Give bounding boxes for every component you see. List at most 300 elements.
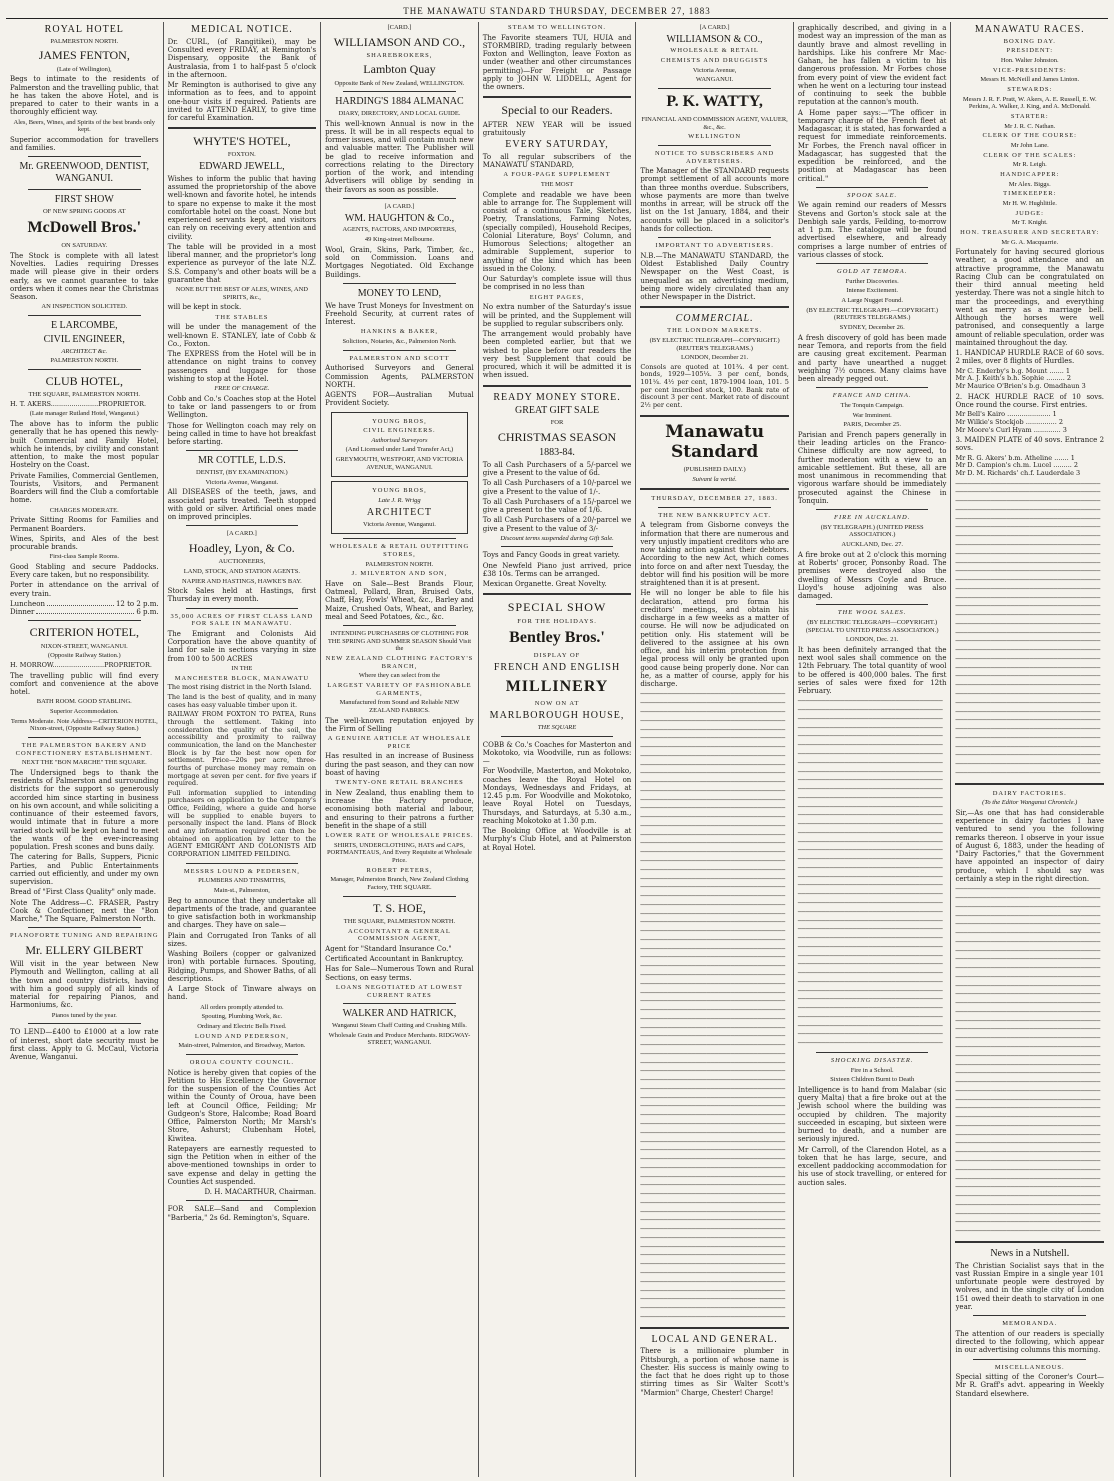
divider: [343, 350, 456, 351]
hack-result-2: Mr Wilkie's Stockjob ............... 2: [955, 417, 1063, 426]
card-label-2: [A CARD.]: [384, 202, 415, 210]
authorised-surveyors: Authorised Surveyors: [371, 436, 428, 444]
market-figures: Consols are quoted at 101¾. 4 per cent. bonds, 1929—105¼. 3 per cent, bonds, 101¼. 4½ per cent, 1879-1904 loan, 101. 5 per cent inscribed stock, 100. Bank rate of discount 3 per cent. Market rate of discount 2½ per cent.: [640, 362, 789, 410]
fenton-heading: JAMES FENTON,: [38, 48, 130, 63]
cash-4: To all Cash Purchasers of a 20/-parcel we give a Present to the value of 3/-: [482, 516, 632, 533]
important-heading: IMPORTANT TO ADVERTISERS.: [655, 242, 774, 250]
france-body: Parisian and French papers generally in their leading articles on the Franco-Chinese difficulty are now agreed, to further moderation with a view to an amicable settlement. But these, all are most unanimous in recommending that vigorous warfare should be immediately prosecuted against the Chinese in Tonquin.: [797, 430, 947, 505]
steam-heading: STEAM TO WELLINGTON.: [507, 24, 607, 31]
now-on-at: NOW ON AT: [534, 700, 580, 708]
vice-label: VICE-PRESIDENTS:: [992, 66, 1067, 74]
divider: [343, 625, 456, 626]
fenton-body: Begs to intimate to the residents of Palmerston and the travelling public, that he has taken the above Hotel, and is prepared to cater to their wants in a thoroughly efficient way.: [10, 75, 159, 117]
civil-engineer: CIVIL ENGINEER,: [43, 333, 125, 345]
memoranda-heading: MEMORANDA.: [1002, 1320, 1058, 1328]
secretary-label: HON. TREASURER AND SECRETARY:: [960, 228, 1100, 236]
dinner-label: Dinner: [10, 608, 35, 617]
maiden-result-3: Mr D. M. Richards' ch.f. Lauderdale 3: [955, 468, 1081, 477]
criterion-opp: (Opposite Railway Station.): [47, 652, 121, 660]
luncheon-time: 12 to 2 p.m.: [115, 599, 159, 608]
judge-label: JUDGE:: [1015, 209, 1044, 217]
the-square: THE SQUARE: [537, 723, 577, 731]
divider: [186, 1054, 299, 1055]
stewards-label: STEWARDS:: [1007, 86, 1053, 94]
shocking-body: Intelligence is to hand from Malabar (sic query Malta) that a fire broke out at the Jewish school where the building was occupied by children. The majority succeeded in escaping, but sixteen were burned to death, and a number are seriously injured.: [797, 1085, 947, 1144]
divider: [816, 387, 929, 388]
handicapper-label: HANDICAPPER:: [1000, 170, 1060, 178]
largest-variety: LARGEST VARIETY OF FASHIONABLE GARMENTS,: [327, 682, 472, 697]
robert-peters: ROBERT PETERS,: [366, 866, 433, 874]
dairy-body: Sir,—As one that has had considerable experience in dairy factories I have ventured to send you the following remarks thereon. I observe in your issue of August 6, 1883, under the heading of "Dairy Factories," that the Government have appointed an inspector of dairy produce, which I should say was certainly a step in the right direction.: [955, 808, 1105, 883]
civil-engineers: CIVIL ENGINEERS.: [363, 427, 436, 435]
notice-heading: NOTICE TO SUBSCRIBERS AND ADVERTISERS.: [654, 149, 775, 165]
divider: [168, 127, 317, 129]
bankruptcy-body-2: He will no longer be able to file his declaration, attend pro forma his creditors' meetings, and obtain his discharge in a few weeks as a matter of course. He will now be adjudicated on petition only. His statement will be delivered to the assignee at his own office, and his interim protection from legal process will only be granted upon good cause being properly done. Nor can he, as a matter of course, apply for his discharge.: [640, 589, 789, 689]
shocking-heading: SHOCKING DISASTER.: [830, 1057, 914, 1064]
misc-heading: MISCELLANEOUS.: [994, 1363, 1065, 1371]
motto: Suivant la verité.: [692, 475, 737, 483]
column-3: [321, 22, 479, 1477]
dinner-row: [10, 608, 159, 616]
architect-line: ARCHITECT &c.: [61, 347, 108, 355]
divider: [343, 283, 456, 284]
cash-3: To all Cash Purchasers of a 15/-parcel we give a present to the value of 1/6.: [482, 497, 632, 515]
haughton-agents: AGENTS, FACTORS, AND IMPORTERS,: [342, 226, 457, 234]
kept-note: will be kept in stock.: [167, 303, 242, 312]
clerk-label: CLERK OF THE COURSE:: [982, 132, 1077, 140]
table-body: The table will be provided in a most liberal manner, and the proprietor's long experience as purveyor of the late N.Z. S.S. Company's and other boats will be a guarantee that: [167, 242, 317, 284]
to-lend: TO LEND—£400 to £1000 at a low rate of interest, short date security must be first class. Apply to G. McCaul, Victoria Avenue, Wanganui.: [10, 1028, 159, 1062]
divider: [816, 187, 929, 188]
none-but: NONE BUT THE BEST OF ALES, WINES, AND SPIRITS, &c.,: [175, 286, 308, 301]
cash-1: To all Cash Purchasers of a 5/-parcel we give a Present to the value of 6d.: [482, 460, 632, 478]
divider: [28, 620, 141, 621]
great-gift: GREAT GIFT SALE: [514, 405, 600, 417]
article-text-block: ───────────────────────────────────── ───────────────────────────────────── ───────────────────────────────────── ───────────────────────────────────── ───────────────────────────────────── ───────────────────────────────────── ───────────────────────────────────── ───────────────────────────────────── ───────────────────────────────────── ───────────────────────────────────── ───────────────────────────────────── ───────────────────────────────────── ───────────────────────────────────── ───────────────────────────────────── ───────────────────────────────────── ───────────────────────────────────── ───────────────────────────────────── ───────────────────────────────────── ───────────────────────────────────── ───────────────────────────────────── ───────────────────────────────────── ───────────────────────────────────── ───────────────────────────────────── ───────────────────────────────────── ───────────────────────────────────── ───────────────────────────────────── ───────────────────────────────────── ───────────────────────────────────── ───────────────────────────────────── ───────────────────────────────────── ───────────────────────────────────── ───────────────────────────────────── ───────────────────────────────────── ───────────────────────────────────── ───────────────────────────────────── ───────────────────────────────────── ───────────────────────────────────── ───────────────────────────────────── ───────────────────────────────────── ───────────────────────────────────── ───────────────────────────────────── ───────────────────────────────────── ───────────────────────────────────── ───────────────────────────────────── ───────────────────────────────────── ───────────────────────────────────── ───────────────────────────────────── ───────────────────────────────────── ───────────────────────────────────── ───────────────────────────────────── ───────────────────────────────────── ───────────────────────────────────── ───────────────────────────────────── ───────────────────────────────────── ───────────────────────────────────── ───────────────────────────────────── ───────────────────────────────────── ───────────────────────────────────── ───────────────────────────────────── ───────────────────────────────────── ───────────────────────────────────── ───────────────────────────────────── ───────────────────────────────────── ───────────────────────────────────── ───────────────────────────────────── ───────────────────────────────────── ───────────────────────────────────── ───────────────────────────────────── ───────────────────────────────────── ───────────────────────────────────── ───────────────────────────────────── ─────────────────────────────────────: [640, 690, 786, 1321]
diary-heading: DIARY, DIRECTORY, AND LOCAL GUIDE.: [338, 110, 461, 118]
land-agents: LAND, STOCK, AND STATION AGENTS.: [183, 567, 300, 575]
cottle-dentist: DENTIST, (BY EXAMINATION.): [196, 469, 288, 477]
wool-telegraph: (BY ELECTRIC TELEGRAPH—COPYRIGHT.) (SPECIAL TO UNITED PRESS ASSOCIATION.): [805, 618, 939, 634]
after-new-year: AFTER NEW YEAR will be issued gratuitously: [482, 120, 632, 137]
divider: [186, 608, 299, 609]
club-body: The above has to inform the public generally that he has opened this newly-built Commercial and Family Hotel, which he intends, by civility and constant attention, to make the most popular Hostelry on the Coast.: [10, 420, 159, 470]
napier-hastings: NAPIER AND HASTINGS, HAWKE'S BAY.: [181, 577, 302, 585]
loans: LOANS NEGOTIATED AT LOWEST CURRENT RATES: [335, 983, 464, 999]
the-most: THE MOST: [540, 181, 574, 189]
fraser-address: Note The Address—C. FRASER, Pastry Cook & Confectioner, next the "Bon Marche," The Square, Palmerston North.: [10, 898, 159, 924]
macarthur-signature: D. H. MACARTHUR, Chairman.: [204, 1188, 317, 1197]
races-heading: MANAWATU RACES.: [974, 24, 1085, 35]
divider: [816, 1052, 929, 1053]
emigrant-body: The Emigrant and Colonists Aid Corporation have the above quantity of land for sale in sections varying in size from 100 to 500 ACRES: [167, 629, 317, 663]
watty-wellington: WELLINGTON: [688, 133, 742, 141]
divider: [658, 88, 771, 89]
timekeeper-label: TIMEKEEPER:: [1003, 190, 1057, 198]
article-text-block: ───────────────────────────────────── ───────────────────────────────────── ───────────────────────────────────── ───────────────────────────────────── ───────────────────────────────────── ───────────────────────────────────── ───────────────────────────────────── ───────────────────────────────────── ───────────────────────────────────── ───────────────────────────────────── ───────────────────────────────────── ───────────────────────────────────── ───────────────────────────────────── ───────────────────────────────────── ───────────────────────────────────── ───────────────────────────────────── ───────────────────────────────────── ───────────────────────────────────── ───────────────────────────────────── ───────────────────────────────────── ───────────────────────────────────── ───────────────────────────────────── ───────────────────────────────────── ───────────────────────────────────── ───────────────────────────────────── ───────────────────────────────────── ───────────────────────────────────── ───────────────────────────────────── ───────────────────────────────────── ───────────────────────────────────── ───────────────────────────────────── ───────────────────────────────────── ───────────────────────────────────── ───────────────────────────────────── ───────────────────────────────────── ───────────────────────────────────── ───────────────────────────────────── ───────────────────────────────────── ───────────────────────────────────── ─────────────────────────────────────: [955, 885, 1101, 1236]
cobb-body: Cobb and Co.'s Coaches stop at the Hotel to take or land passengers to or from Wellington.: [167, 394, 317, 420]
vice-names: Messrs H. McNeill and James Linton.: [980, 76, 1080, 84]
larcombe-heading: E LARCOMBE,: [50, 320, 118, 332]
divider: [658, 507, 771, 508]
divider: [816, 604, 929, 605]
greenwood-ad: Mr. GREENWOOD, DENTIST, WANGANUI.: [19, 161, 150, 185]
fire-body: A fire broke out at 2 o'clock this morning at Roberts' grocer, Ponsonby Road. The premises were destroyed also the dwelling of Messrs Coyle and Bruce. Lloyd's house adjoining was also damaged.: [797, 550, 947, 600]
watty-financial: FINANCIAL AND COMMISSION AGENT, VALUER, &c., &c.: [641, 115, 788, 131]
criterion-body: The travelling public will find every comfort and convenience at the above hotel.: [10, 671, 159, 697]
misc-body: Special sitting of the Coroner's Court—Mr R. Graff's advt. appearing in Weekly Standard elsewhere.: [955, 1373, 1105, 1398]
steam-body: The Favorite steamers TUI, HUIA and STORMBIRD, trading regularly between Foxton and Wellington, leave Foxton as under (weather and other circumstances permitting)—For Freight or Passage apply to JOHN W. LIDDELL, Agent for the owners.: [482, 33, 632, 92]
booking-office: The Booking Office at Woodville is at Murphy's Club Hotel, and at Palmerston at Royal Hotel.: [482, 827, 632, 852]
maiden-heading: 3. MAIDEN PLATE of 40 sovs. Entrance 2 sovs.: [955, 436, 1105, 453]
fire-heading: FIRE IN AUCKLAND.: [834, 514, 911, 522]
nz-colonies: in New Zealand, thus enabling them to increase the Factory produce, economising both material and labour, and ensuring to their patrons a further benefit in the shape of a still: [325, 788, 474, 830]
eight-pages: EIGHT PAGES,: [529, 293, 585, 301]
gilbert-heading: Mr. ELLERY GILBERT: [25, 943, 144, 958]
boxing-day: BOXING DAY.: [1003, 37, 1056, 45]
tshoe-heading: T. S. HOE,: [373, 900, 426, 915]
handicapper-name: Mr Alex. Biggs.: [1008, 180, 1051, 188]
arrangement: The arrangement would probably have been completed earlier, but that we wished to place before our readers the very best Supplement that could be procured, which it will be admitted it is when issued.: [482, 330, 632, 380]
divider: [973, 1359, 1086, 1360]
article-text-block: ───────────────────────────────────── ───────────────────────────────────── ───────────────────────────────────── ───────────────────────────────────── ───────────────────────────────────── ───────────────────────────────────── ───────────────────────────────────── ───────────────────────────────────── ───────────────────────────────────── ───────────────────────────────────── ───────────────────────────────────── ───────────────────────────────────── ───────────────────────────────────── ───────────────────────────────────── ───────────────────────────────────── ───────────────────────────────────── ───────────────────────────────────── ───────────────────────────────────── ───────────────────────────────────── ───────────────────────────────────── ───────────────────────────────────── ───────────────────────────────────── ───────────────────────────────────── ───────────────────────────────────── ───────────────────────────────────── ───────────────────────────────────── ───────────────────────────────────── ───────────────────────────────────── ───────────────────────────────────── ───────────────────────────────────── ───────────────────────────────────── ───────────────────────────────────── ───────────────────────────────────── ─────────────────────────────────────: [955, 479, 1101, 777]
scales-label: CLERK OF THE SCALES:: [983, 151, 1077, 159]
display-of: DISPLAY OF: [533, 652, 581, 660]
pas-body: Authorised Surveyors and General Commission Agents, PALMERSTON NORTH.: [325, 364, 474, 389]
french-english: FRENCH AND ENGLISH: [493, 661, 621, 673]
main-street: Main-st., Palmerston,: [213, 887, 270, 895]
walker-heading: WALKER AND HATRICK,: [342, 1008, 457, 1020]
lound2-address: Main-street, Palmerston, and Broadway, Marton.: [178, 1042, 306, 1050]
saturday-body: Our Saturday's complete issue will thus be comprised in no less than: [482, 275, 632, 292]
wool-body: It has been definitely arranged that the next wool sales shall commence on the 12th February. The total quantity of wool to be offered is 400,000 bales. The first series of sales were fixed for 12th February.: [797, 645, 947, 696]
divider: [343, 538, 456, 539]
certificated: Certificated Accountant in Bankruptcy.: [325, 955, 464, 964]
palmerston-scott: PALMERSTON AND SCOTT: [349, 354, 450, 362]
home-paper: A Home paper says:—"The officer in temporary charge of the French fleet at Madagascar, it is stated, has forwarded a request for immediate reinforcements. Mr Forbes, the French naval officer in Madagascar, has suggested that the expedition be reinforced, and the position at Madagascar has been critical.": [797, 108, 947, 183]
scales-name: Mr R. Leigh.: [1012, 161, 1047, 169]
divider: [816, 509, 929, 510]
remington-body: Mr Remington is authorised to give any information as to fees, and to appoint one-hour visits if required. Patients are invited to ATTEND EARLY, to give time for careful Examination.: [167, 81, 317, 123]
divider: [658, 237, 771, 238]
royal-hotel-heading: ROYAL HOTEL: [44, 24, 124, 35]
christmas-season: CHRISTMAS SEASON: [497, 429, 617, 444]
london-markets: THE LONDON MARKETS.: [667, 327, 763, 335]
criterion-terms: Terms Moderate. Note Address—CRITERION HOTEL, Nixon-street, (Opposite Railway Station.): [10, 717, 158, 733]
article-text-block: ───────────────────────────────────── ───────────────────────────────────── ───────────────────────────────────── ───────────────────────────────────── ───────────────────────────────────── ───────────────────────────────────── ───────────────────────────────────── ───────────────────────────────────── ───────────────────────────────────── ───────────────────────────────────── ───────────────────────────────────── ───────────────────────────────────── ───────────────────────────────────── ───────────────────────────────────── ───────────────────────────────────── ───────────────────────────────────── ───────────────────────────────────── ───────────────────────────────────── ───────────────────────────────────── ───────────────────────────────────── ───────────────────────────────────── ───────────────────────────────────── ───────────────────────────────────── ───────────────────────────────────── ───────────────────────────────────── ───────────────────────────────────── ───────────────────────────────────── ───────────────────────────────────── ───────────────────────────────────── ───────────────────────────────────── ───────────────────────────────────── ───────────────────────────────────── ───────────────────────────────────── ───────────────────────────────────── ───────────────────────────────────── ───────────────────────────────────── ───────────────────────────────────── ───────────────────────────────────── ───────────────────────────────────── ─────────────────────────────────────: [797, 697, 943, 1048]
marlborough-house: MARLBOROUGH HOUSE,: [489, 710, 625, 722]
hoadley-heading: Hoadley, Lyon, & Co.: [188, 541, 295, 556]
divider: [343, 91, 456, 92]
issue-date: THURSDAY, DECEMBER 27, 1883.: [651, 495, 778, 503]
gold-telegraph: (BY ELECTRIC TELEGRAPH.—COPYRIGHT.) (REUTER'S TELEGRAMS.): [806, 306, 939, 322]
starter-label: STARTER:: [1010, 113, 1049, 121]
jewell-heading: EDWARD JEWELL,: [199, 161, 285, 173]
dinner-time: 6 p.m.: [136, 608, 159, 617]
genuine-article: A GENUINE ARTICLE AT WHOLESALE PRICE: [327, 735, 472, 750]
young-bros-box: [331, 412, 468, 478]
to-all: To all regular subscribers of the MANAWATU STANDARD,: [482, 152, 632, 170]
cash-2: To all Cash Purchasers of a 10/-parcel we give a Present to the value of 1/-.: [482, 479, 632, 496]
for-sale: FOR SALE—Sand and Complexion "Barberia," 2s 6d. Remington's, Square.: [167, 1205, 317, 1222]
insurance: Agent for "Standard Insurance Co.": [325, 944, 452, 953]
cobb-heading: COBB & Co.'s Coaches for Masterton and Mokotoko, via Woodville, run as follows:—: [482, 740, 632, 766]
discount-note: Discount terms suspended during Gift Sale.: [500, 534, 614, 542]
column-5: [636, 22, 794, 1477]
medical-heading: MEDICAL NOTICE.: [190, 24, 293, 35]
hurdle-heading: 1. HANDICAP HURDLE RACE of 60 sovs. 2 miles, over 8 flights of Hurdles.: [955, 349, 1105, 366]
haughton-body: Wool, Grain, Skins, Park, Timber, &c., sold on Commission. Loans and Mortgages Negotiated. Old Exchange Buildings.: [325, 245, 474, 279]
stewards-names: Messrs J. R. F. Pratt, W. Akers, A. E. Russell, E. W. Perkins, A. Walker, J. King, and A. McDonald.: [962, 95, 1097, 111]
leader-dots: [36, 608, 134, 614]
criterion-sub: NIXON-STREET, WANGANUI.: [40, 642, 128, 650]
has-for-sale: Has for Sale—Numerous Town and Rural Sections, on easy terms.: [325, 965, 474, 982]
divider: [483, 96, 632, 98]
chemists-druggists: CHEMISTS AND DRUGGISTS: [660, 57, 769, 65]
manufactured: Manufactured from Sound and Reliable NEW ZEALAND FABRICS.: [339, 699, 460, 714]
bakery-next: NEXT THE "BON MARCHE" THE SQUARE.: [21, 759, 147, 767]
wholesale-retail: WHOLESALE & RETAIL: [670, 47, 759, 55]
cottle-heading: MR COTTLE, L.D.S.: [197, 455, 286, 467]
bread-note: Bread of "First Class Quality" only made.: [10, 888, 156, 897]
every-saturday: EVERY SATURDAY,: [505, 139, 609, 151]
season-year: 1883-84.: [539, 446, 575, 458]
increase: Has resulted in an increase of Business during the past season, and they can now boast of having: [325, 752, 474, 777]
president-label: PRESIDENT:: [1006, 47, 1054, 55]
lound2-heading: LOUND AND PEDERSON,: [194, 1032, 289, 1040]
stock-sales: Stock Sales held at Hastings, first Thursday in every month.: [167, 587, 317, 604]
money-body: We have Trust Moneys for Investment on Freehold Security, at current rates of Interest.: [325, 301, 474, 327]
judge-name: Mr T. Knight.: [1011, 219, 1048, 227]
milverton-heading: J. MILVERTON AND SON,: [351, 570, 448, 578]
wholesale-grain: Wholesale Grain and Produce Merchants. RIDGWAY-STREET, WANGANUI.: [328, 1031, 471, 1047]
paris-date: PARIS, December 25.: [843, 421, 901, 429]
divider: [343, 1003, 456, 1004]
newfeld-note: One Newfeld Piano just arrived, price £38 10s. Terms can be arranged.: [482, 561, 632, 578]
acres-heading: 35,000 ACRES OF FIRST CLASS LAND FOR SALE IN MANAWATU.: [170, 612, 314, 628]
maiden-result-2: Mr D. Campion's ch.m. Lucel ......... 2: [955, 461, 1079, 470]
memoranda-body: The attention of our readers is specially directed to the following, which appear in our advertising columns this morning.: [955, 1329, 1105, 1355]
young-bros-architect-box: [331, 481, 468, 534]
victoria-avenue: Victoria Avenue,: [692, 66, 737, 74]
sixteen-children: Sixteen Children Burnt to Death: [830, 1076, 915, 1084]
divider: [343, 198, 456, 199]
superior-note: Superior accommodation for travellers and families.: [10, 135, 159, 153]
maiden-result-1: Mr R. G. Akers' b.m. Atheline ....... 1: [955, 453, 1075, 462]
special-readers: Special to our Readers.: [501, 103, 613, 118]
published-daily: (PUBLISHED DAILY.): [683, 465, 746, 473]
for-label: FOR: [550, 419, 564, 427]
pianos-tuned: Pianos tuned by the year.: [51, 1011, 117, 1019]
plumbers: PLUMBERS AND TINSMITHS,: [198, 877, 286, 885]
milverton-body: Have on Sale—Best Brands Flour, Oatmeal, Pollard, Bran, Bruised Oats, Chaff, Hay, Fowls' Wheat, &c., Barley and Maize, Crushed Oats, Wheat, and Barley, meal and Seed Potatoes, &c., &c.: [325, 579, 474, 621]
commercial-heading: COMMERCIAL.: [675, 313, 754, 325]
cobb-body: For Woodville, Masterton, and Mokotoko, coaches leave the Royal Hotel on Mondays, Wednesdays and Fridays, at 12.45 p.m. For Woodville and Mokotoko, leave Royal Hotel on Tuesdays, Thursdays, and Saturdays, at 5.30 a.m., reaching Mokotoko at 1.30 p.m.: [482, 767, 632, 825]
curl-body: Dr. CURL, (of Rangitikei), may be Consulted every FRIDAY, at Remington's Dispensary, opposite the Bank of Australasia, from 1 to half-past 5 o'clock in the afternoon.: [167, 37, 317, 79]
in-the: IN THE: [231, 664, 253, 672]
divider: [186, 863, 299, 864]
gold-heading: GOLD AT TEMORA.: [837, 268, 908, 276]
card-label: [CARD.]: [387, 24, 412, 31]
timekeeper-name: Mr H. W. Hughlittle.: [1002, 199, 1057, 207]
divider: [658, 145, 771, 146]
news-body: The Christian Socialist says that in the vast Russian Empire in a single year 101 unfortunate people were destroyed by wolves, and in the single city of London 151 owed their death to starvation in one year.: [955, 1261, 1105, 1311]
ready-money: READY MONEY STORE.: [493, 391, 621, 403]
money-heading: MONEY TO LEND,: [357, 287, 442, 299]
column-2: [164, 22, 322, 1477]
wanganui: WANGANUI.: [695, 76, 734, 84]
london-dec: LONDON, Dec. 21.: [845, 636, 899, 644]
williamson-chemists: WILLIAMSON & CO.,: [666, 33, 763, 45]
greymouth: GREYMOUTH, WESTPORT, AND VICTORIA AVENUE, WANGANUI.: [335, 456, 464, 471]
spouting-note: Spouting, Plumbing Work, &c.: [201, 1013, 283, 1021]
whytes-heading: WHYTE'S HOTEL,: [193, 134, 291, 149]
hack-result-1: Mr Bell's Kairo ..................... 1: [955, 410, 1057, 419]
cottle-address: Victoria Avenue, Wanganui.: [205, 478, 279, 486]
hurdle-result-1: Mr C. Enderby's b.g. Mount ....... 1: [955, 366, 1071, 375]
divider: [483, 385, 632, 387]
railway-body: RAILWAY FROM FOXTON TO PATEA, Runs through the settlement. Taking into consideration the quality of the soil, the accessibility and proximity to railway communication, the land on the Manchester Block is by far the best now open for settlement. Price—20s per acre, three-fourths of purchase money may remain on mortgage at seven per cent. for five years if required.: [167, 710, 317, 788]
best-note: The land is the best of quality, and in many cases has easy valuable timber upon it.: [167, 692, 317, 709]
toys-note: Toys and Fancy Goods in great variety.: [482, 551, 620, 560]
sydney-date: SYDNEY, December 26.: [839, 324, 905, 332]
express-body: The EXPRESS from the Hotel will be in attendance on night trains to convey passengers and luggage for those wishing to stop at the Hotel.: [167, 350, 317, 383]
divider: [186, 450, 299, 451]
divider: [640, 306, 789, 308]
standard-nameplate: Manawatu Standard: [665, 421, 765, 462]
four-page: A FOUR-PAGE SUPPLEMENT: [503, 171, 611, 179]
bells-note: Ordinary and Electric Bells Fixed.: [197, 1023, 287, 1031]
wellington-coach: Those for Wellington coach may rely on being called in time to have hot breakfast before starting.: [167, 421, 317, 447]
bentley-heading: Bentley Bros.': [509, 629, 605, 647]
hack-heading: 2. HACK HURDLE RACE of 10 sovs. Once round the course. First entries.: [955, 392, 1105, 409]
divider: [640, 415, 789, 417]
young-bros-heading-2: YOUNG BROS,: [372, 487, 427, 495]
private-families: Private Families, Commercial Gentlemen, Tourists, Visitors, and Permanent Boarders will find the Club a comfortable home.: [10, 471, 159, 505]
hack-result-3: Mr Moore's Curl Hyam ............. 3: [955, 425, 1067, 434]
complete-body: Complete and readable we have been able to arrange for. The Supplement will consist of a continuous Tale, Sketches, Poetry, Translations, Farming Notes, (specially compiled), Household Recipes, Colonial Literature, Boys' Column, and Humorous Selections; altogether an admirable Supplement, superior to anything of the kind which has been issued in the Colony.: [482, 190, 632, 273]
president-name: Hon. Walter Johnston.: [1000, 57, 1059, 65]
lound-body: Beg to announce that they undertake all departments of the trade, and guarantee to give satisfaction both in workmanship and charges. They have on sale—: [167, 896, 317, 930]
late-wrigg: Late J. R. Wrigg: [378, 497, 421, 505]
divider: [501, 736, 614, 737]
spring-goods: OF NEW SPRING GOODS AT: [42, 207, 126, 215]
williamson-heading: WILLIAMSON AND CO.,: [333, 34, 466, 49]
sharebrokers: SHAREBROKERS,: [366, 51, 433, 59]
inspection-note: AN INSPECTION SOLICITED.: [41, 303, 128, 311]
fertile-note: The most rising district in the North Island.: [167, 683, 312, 692]
dairy-heading: DAIRY FACTORIES.: [992, 789, 1067, 797]
sitting-rooms: Private Sitting Rooms for Families and Permanent Boarders.: [10, 516, 159, 533]
spook-sale: SPOOK SALE.: [847, 191, 898, 199]
plain-tanks: Plain and Corrugated Iron Tanks of all sizes.: [167, 931, 317, 948]
bakery-heading: THE PALMERSTON BAKERY AND CONFECTIONERY ESTABLISHMENT.: [15, 741, 153, 757]
club-hotel-location: THE SQUARE, PALMERSTON NORTH.: [28, 391, 140, 399]
column-7: [951, 22, 1108, 1477]
porter-note: Porter in attendance on the arrival of every train.: [10, 581, 159, 598]
clerk-name: Mr John Lane.: [1010, 142, 1049, 150]
first-show: FIRST SHOW: [54, 193, 114, 205]
no-extra: No extra number of the Saturday's issue will be printed, and the Supplement will be supplied to regular subscribers only.: [482, 303, 632, 328]
graphic-body: graphically described, and giving in a modest way an impression of the man as dauntly brave and almost revelling in hardships. Like his confrere Mr Mac-Gahan, he has fallen a victim to his dangerous profession. Mr Forbes chose from every point of view the evident fact when he went on a lecturing tour instead of continuing to seek the bubble reputation at the cannon's mouth.: [797, 24, 947, 107]
local-general: LOCAL AND GENERAL.: [651, 1333, 778, 1345]
bankruptcy-body: A telegram from Gisborne conveys the information that there are numerous and very unjustly impatient creditors who are now taking action against their debtors. According to the new Act, which comes into force on and after next Tuesday, the debtor will find his position will be more straightened than it is at present.: [640, 521, 789, 588]
fire-telegraph: (BY TELEGRAPH.) (UNITED PRESS ASSOCIATION.): [820, 523, 924, 539]
akers-sub: (Late manager Rutland Hotel, Wanganui.): [29, 410, 139, 418]
morrow-line: H. MORROW.........................PROPRIETOR.: [10, 660, 152, 669]
superior-accommodation: Superior Accommodation.: [49, 707, 119, 715]
lound-heading: MESSRS LOUND & PEDERSEN,: [183, 867, 300, 875]
card-label: [A CARD.]: [226, 530, 257, 538]
divider: [640, 1327, 789, 1329]
manchester-block: MANCHESTER BLOCK, MANAWATU: [174, 674, 310, 682]
catering-note: The catering for Balls, Suppers, Picnic Parties, and Public Entertainments carried out efficiently, and under my own supervision.: [10, 853, 159, 887]
akers-line: H. T. AKERS.......................PROPRIETOR.: [10, 399, 147, 408]
larcombe-location: PALMERSTON NORTH.: [50, 357, 119, 365]
accountant: ACCOUNTANT & GENERAL COMMISSION AGENT,: [348, 927, 451, 943]
on-saturday: ON SATURDAY.: [61, 242, 108, 250]
cottle-body: All DISEASES of the teeth, jaws, and associated parts treated. Teeth stopped with gold or silver. Artificial ones made on improved principles.: [167, 488, 317, 522]
harding-heading: HARDING'S 1884 ALMANAC: [335, 96, 464, 108]
by-telegraph: (BY ELECTRIC TELEGRAPH—COPYRIGHT.) (REUTER'S TELEGRAMS.): [649, 336, 780, 352]
whytes-location: FOXTON.: [227, 151, 256, 159]
divider: [28, 315, 141, 316]
wines-note: Wines, Spirits, and Ales of the best procurable brands.: [10, 534, 159, 551]
local-body: There is a millionaire plumber in Pittsburgh, a portion of whose name is Chester. His success is mainly owing to the fact that he does right up to those stirring times as Sir Walter Scott's "Marmion" Charge, Chester! Charge!: [640, 1347, 789, 1397]
divider: [28, 369, 141, 370]
agents-for: AGENTS FOR—Australian Mutual Provident Society.: [325, 391, 474, 408]
auctioneers: AUCTIONEERS,: [218, 558, 266, 566]
bankruptcy-heading: THE NEW BANKRUPTCY ACT.: [658, 511, 771, 519]
divider: [640, 488, 789, 490]
mcdowell-body: The Stock is complete with all latest Novelties. Ladies requiring Dresses made will please give in their orders early, as we cannot guarantee to take orders when it comes near the Christmas Season.: [10, 251, 159, 302]
mcdowell-heading: McDowell Bros.': [27, 219, 142, 237]
spook-body: We again remind our readers of Messrs Stevens and Gorton's stock sale at the Denbigh sale yards, Feilding, to-morrow at 1 p.m. The catalogue will be found advertised elsewhere, and already comprises a large number of entries of various classes of stock.: [797, 201, 947, 259]
orders-note: All orders promptly attended to.: [200, 1003, 284, 1011]
secretary-name: Mr G. A. Macquarrie.: [1001, 238, 1059, 246]
jewell-body: Wishes to inform the public that having assumed the proprietorship of the above well-known and favorite hotel, he intends to spare no expense to make it the most comfortable hotel on the coast. None but experienced servants kept, and visitors can rely on receiving every attention and civility.: [167, 174, 317, 241]
leader-dots: [47, 600, 114, 606]
divider: [28, 737, 141, 738]
starter-name: Mr J. R. C. Nathan.: [1004, 122, 1056, 130]
land-transfer: (And Licensed under Land Transfer Act,): [345, 446, 454, 454]
club-hotel-heading: CLUB HOTEL,: [45, 373, 123, 388]
carroll-body: Mr Carroll, of the Clarendon Hotel, as a token that he has large, secure, and excellent paddocking accommodation for his use of stock travelling, or entered for auction sales.: [797, 1145, 947, 1187]
harding-body: This well-known Annual is now in the press. It will be in all respects equal to former issues, and will contain much new and valuable matter. The Publisher will be glad to receive information and corrections relating to the Directory portion of the work, and intending Advertisers will oblige by sending in their favors as soon as possible.: [325, 119, 474, 194]
tshoe-sub: THE SQUARE, PALMERSTON NORTH.: [343, 917, 456, 925]
stables-heading: THE STABLES: [215, 313, 269, 321]
haughton-address: 49 King-street Melbourne.: [364, 236, 435, 244]
divider: [28, 156, 141, 157]
tinware: A Large Stock of Tinware always on hand.: [167, 985, 317, 1002]
hankins-heading: HANKINS & BAKER,: [360, 328, 439, 336]
special-show: SPECIAL SHOW: [507, 600, 607, 615]
royal-hotel-location: PALMERSTON NORTH.: [50, 37, 119, 45]
sample-rooms: First-class Sample Rooms.: [49, 553, 120, 561]
manager: Manager, Palmerston Branch, New Zealand Clothing Factory, THE SQUARE.: [330, 876, 469, 892]
shirts: SHIRTS, UNDERCLOTHING, HATS and CAPS, PORTMANTEAUS, And Every Requisite at Wholesale Price.: [326, 841, 472, 865]
oroua-heading: OROUA COUNTY COUNCIL.: [189, 1058, 295, 1066]
lambton-sub: Opposite Bank of New Zealand, WELLINGTON.: [334, 79, 465, 87]
news-heading: News in a Nutshell.: [990, 1247, 1070, 1259]
races-body: Fortunately for having secured glorious weather, a good attendance and an attractive programme, the Manawatu Racing Club can be congratulated on their third annual meeting held yesterday. There was not a single hitch to mar the proceedings, and everything went as merry as a marriage bell. Although the horses were well patronised, and consequently a large amount of reliable speculation, order was maintained throughout the day.: [955, 248, 1105, 347]
divider: [28, 189, 141, 190]
free-of-charge: FREE OF CHARGE.: [214, 385, 270, 393]
dairy-sub: (To the Editor Wanganui Chronicle.): [982, 799, 1078, 807]
notice-body: The Manager of the STANDARD requests prompt settlement of all accounts more than three months overdue. Subscribers, whose payments are more than twelve months in arrear, will be struck off the list on the 1st January, 1884, and their accounts will be placed in a solicitor's hands for collection.: [640, 167, 789, 233]
twenty-one: TWENTY-ONE RETAIL BRANCHES: [335, 779, 464, 787]
luncheon-row: [10, 600, 159, 608]
